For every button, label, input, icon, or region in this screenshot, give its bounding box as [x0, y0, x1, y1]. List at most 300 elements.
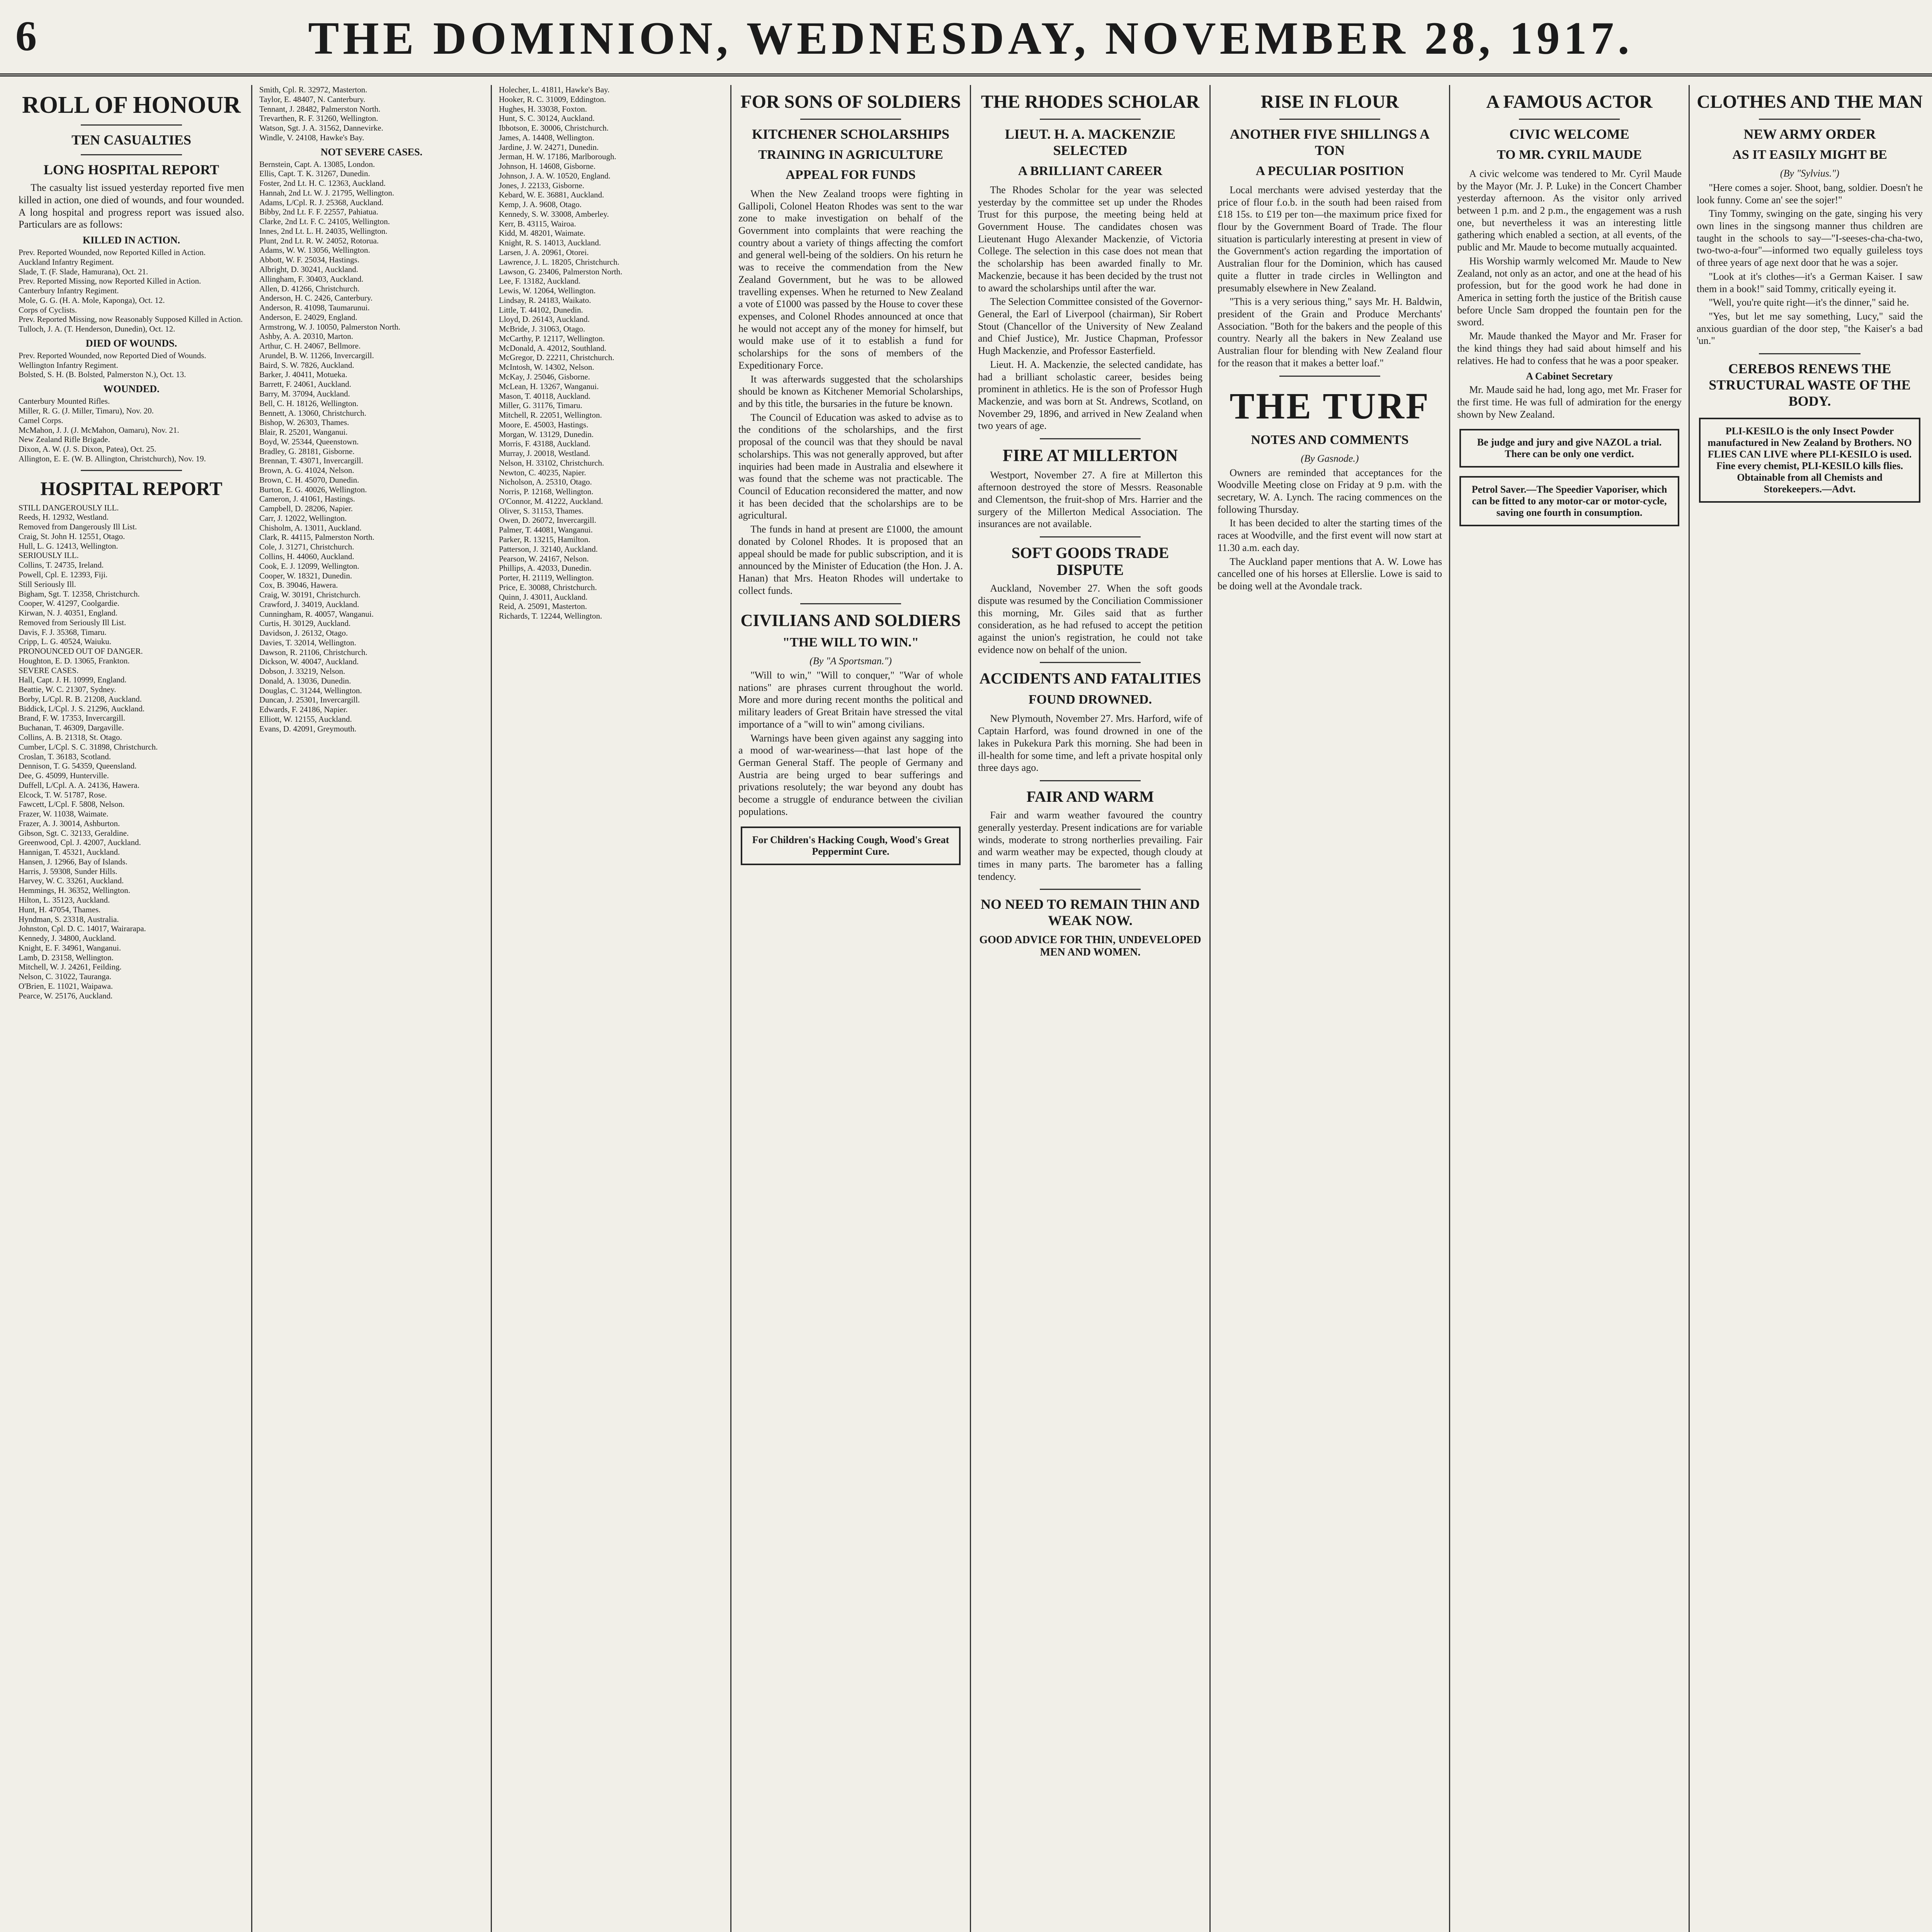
article-paragraph: "Well, you're quite right—it's the dinner," said he. [1709, 297, 1909, 308]
list-item: Collins, H. 44060, Auckland. [259, 551, 354, 561]
column-flour-turf [1209, 85, 1449, 1932]
list-item: Canterbury Infantry Regiment. [19, 286, 119, 296]
article-paragraph: Tiny Tommy, swinging on the gate, singing his very own lines in the singsong manner thus children are taught in the schools to say—"I-seeses-cha-cha-two, two-two-a-four"—informed two equally guileless toys of three years of age next door that he was a sojer. [1697, 208, 1923, 269]
page-number: 6 [15, 12, 37, 60]
civic-welcome-heading: CIVIC WELCOME [1509, 126, 1629, 142]
list-item: McCarthy, P. 12117, Wellington. [499, 333, 605, 343]
list-item: Cumber, L/Cpl. S. C. 31898, Christchurch. [19, 742, 158, 752]
list-item: Barker, J. 40411, Motueka. [259, 370, 347, 379]
list-item: Morgan, W. 13129, Dunedin. [499, 429, 594, 439]
list-item: Kerr, B. 43115, Wairoa. [499, 219, 576, 228]
divider [1279, 376, 1380, 377]
divider [1279, 119, 1380, 120]
list-item: Arundel, B. W. 11266, Invercargill. [259, 350, 374, 360]
list-item: Frazer, W. 11038, Waimate. [19, 809, 109, 819]
list-item: Jerman, H. W. 17186, Marlborough. [499, 152, 616, 162]
column-casualty-list-3 [491, 85, 730, 1932]
list-item: Dixon, A. W. (J. S. Dixon, Patea), Oct. 25. [19, 444, 156, 454]
list-item: Morris, F. 43188, Auckland. [499, 439, 590, 449]
list-item: Little, T. 44102, Dunedin. [499, 305, 583, 315]
list-item: Curtis, H. 30129, Auckland. [259, 619, 351, 628]
civilians-heading: CIVILIANS AND SOLDIERS [740, 611, 961, 630]
list-item: Watson, Sgt. J. A. 31562, Dannevirke. [259, 123, 383, 133]
list-item: Palmer, T. 44081, Wanganui. [499, 525, 593, 535]
petrol-saver-advert: Petrol Saver.—The Speedier Vaporiser, which can be fitted to any motor-car or motor-cycle, saving one fourth in consumption. [1459, 476, 1679, 526]
list-item: Borby, L/Cpl. R. B. 21208, Auckland. [19, 694, 142, 704]
list-item: Pearce, W. 25176, Auckland. [19, 991, 113, 1000]
casualty-list-3 [499, 85, 723, 621]
casualty-list-top [259, 85, 484, 143]
article-paragraph: The Rhodes Scholar for the year was selected yesterday by the committee set up under the Rhodes Trust for this purpose, the meeting being held at Government House. The candidates chosen was Lieutenant Hugo Alexander Mackenzie, of Victoria College. The selection in this case does not mean that the scholarship has been awarded finally to Mr. Mackenzie, because it has been decided by the trust not to award the scholarships until after the war. [978, 184, 1202, 294]
list-item: McGregor, D. 22211, Christchurch. [499, 353, 614, 362]
list-item: Dickson, W. 40047, Auckland. [259, 657, 359, 667]
divider [81, 124, 182, 126]
list-item: Collins, A. B. 21318, St. Otago. [19, 732, 122, 742]
wounded-heading: WOUNDED. [103, 383, 160, 395]
list-item: Ellis, Capt. T. K. 31267, Dunedin. [259, 169, 370, 179]
list-item: Still Seriously Ill. [19, 579, 76, 589]
article-paragraph: "Will to win," "Will to conquer," "War of whole nations" are phrases current throughout the world. More and more during recent months the political and military leaders of Great Britain have stressed the vital importance of a "will to win" among civilians. [738, 669, 963, 730]
list-item: Craig, W. 30191, Christchurch. [259, 590, 361, 600]
list-item: Johnston, Cpl. D. C. 14017, Wairarapa. [19, 924, 146, 934]
list-item: Craig, St. John H. 12551, Otago. [19, 531, 125, 541]
list-item: Greenwood, Cpl. J. 42007, Auckland. [19, 838, 141, 847]
list-item: Albright, D. 30241, Auckland. [259, 265, 359, 274]
peppermint-advert: For Children's Hacking Cough, Wood's Great Peppermint Cure. [741, 827, 961, 865]
list-item: Moore, E. 45003, Hastings. [499, 420, 588, 429]
byline: (By "Sylvius.") [1780, 167, 1840, 179]
article-paragraph: "This is a very serious thing," says Mr. H. Baldwin, president of the Grain and Produce Merchants' Association. "Both for the bakers and the people of this country. Nearly all the bakers in New Zealand use Australian flour for blending with New Zealand flour for the reason that it makes a better loaf." [1218, 296, 1442, 369]
article-paragraph: It has been decided to alter the starting times of the races at Woodville, and the first event will now start at 11.30 a.m. each day. [1218, 517, 1442, 553]
list-item: Fawcett, L/Cpl. F. 5808, Nelson. [19, 799, 125, 809]
list-item: Kennedy, S. W. 33008, Amberley. [499, 209, 609, 219]
divider [800, 119, 901, 120]
list-item: Nicholson, A. 25310, Otago. [499, 477, 592, 487]
list-item: Slade, T. (F. Slade, Hamurana), Oct. 21. [19, 267, 148, 276]
list-item: Removed from Seriously Ill List. [19, 617, 126, 627]
list-item: Hooker, R. C. 31009, Eddington. [499, 94, 606, 104]
list-item: Cooper, W. 18321, Dunedin. [259, 571, 352, 580]
newspaper-title: THE DOMINION, WEDNESDAY, NOVEMBER 28, 1917. [308, 12, 1633, 64]
list-item: Bennett, A. 13060, Christchurch. [259, 408, 367, 418]
thin-weak-heading: NO NEED TO REMAIN THIN AND WEAK NOW. [980, 896, 1200, 929]
hospital-report-heading: HOSPITAL REPORT [40, 477, 223, 499]
list-item: Adams, L/Cpl. R. J. 25368, Auckland. [259, 197, 384, 207]
list-item: Gibson, Sgt. C. 32133, Geraldine. [19, 828, 129, 838]
list-item: Armstrong, W. J. 10050, Palmerston North. [259, 322, 401, 332]
turf-heading: THE TURF [1230, 385, 1430, 427]
list-item: Bishop, W. 26303, Thames. [259, 418, 349, 427]
list-item: Boyd, W. 25344, Queenstown. [259, 437, 359, 446]
list-item: Buchanan, T. 46309, Dargaville. [19, 723, 124, 733]
list-item: Harvey, W. C. 33261, Auckland. [19, 876, 124, 886]
brilliant-deck: A BRILLIANT CAREER [1018, 163, 1163, 178]
divider [1040, 662, 1141, 663]
list-item: Hull, L. G. 12413, Wellington. [19, 541, 118, 551]
list-item: Davis, F. J. 35368, Timaru. [19, 627, 107, 637]
list-item: Prev. Reported Missing, now Reported Killed in Action. [19, 276, 201, 286]
divider [1040, 780, 1141, 781]
cerebos-heading: CEREBOS RENEWS THE STRUCTURAL WASTE OF THE BODY. [1709, 361, 1911, 409]
divider [1040, 119, 1141, 120]
article-paragraph: "Yes, but let me say something, Lucy," said the anxious guardian of the door step, "the Kaiser's a bad 'un." [1697, 310, 1923, 347]
will-to-win-deck: "THE WILL TO WIN." [782, 635, 919, 650]
not-severe-heading: NOT SEVERE CASES. [320, 146, 423, 158]
article-paragraph: Lieut. H. A. Mackenzie, the selected candidate, has had a brilliant scholastic career, besides being prominent in athletics. He is the son of Professor Hugh Mackenzie, and was born at St. Andrews, Scotland, on November 29, 1896, and arrived in New Zealand when two years of age. [978, 359, 1202, 432]
list-item: Barry, M. 37094, Auckland. [259, 389, 350, 398]
list-item: Newton, C. 40235, Napier. [499, 468, 586, 477]
column-casualty-list-2 [251, 85, 491, 1932]
hospital-list [19, 503, 244, 675]
article-paragraph: The Auckland paper mentions that A. W. Lowe has cancelled one of his horses at Ellerslie. Lowe is said to be doing well at the Avondale track. [1218, 556, 1442, 592]
list-item: Kemp, J. A. 9608, Otago. [499, 200, 582, 209]
list-item: Tennant, J. 28482, Palmerston North. [259, 104, 381, 114]
list-item: McDonald, A. 42012, Southland. [499, 343, 607, 353]
mackenzie-heading: LIEUT. H. A. MACKENZIE SELECTED [1005, 126, 1176, 158]
list-item: Abbott, W. F. 25034, Hastings. [259, 255, 360, 265]
list-item: Frazer, A. J. 30014, Ashburton. [19, 818, 120, 828]
actor-heading: A FAMOUS ACTOR [1486, 92, 1653, 112]
list-item: Kennedy, J. 34800, Auckland. [19, 934, 116, 943]
list-item: Lewis, W. 12064, Wellington. [499, 286, 596, 296]
ten-casualties-heading: TEN CASUALTIES [71, 132, 191, 148]
list-item: Mitchell, R. 22051, Wellington. [499, 410, 602, 420]
found-drowned-deck: FOUND DROWNED. [1028, 692, 1152, 707]
pli-kesilo-advert: PLI-KESILO is the only Insect Powder manufactured in New Zealand by Brothers. NO FLIES CAN LIVE where PLI-KESILO is used. Fine every chemist, PLI-KESILO kills flies. Obtainable from all Chemists and Storekeepers.—Advt. [1699, 418, 1920, 503]
list-item: Reid, A. 25091, Masterton. [499, 602, 587, 611]
list-item: Taylor, E. 48407, N. Canterbury. [259, 94, 366, 104]
list-item: Mitchell, W. J. 24261, Feilding. [19, 962, 122, 972]
list-item: Price, E. 30088, Christchurch. [499, 582, 597, 592]
list-item: Lawson, G. 23406, Palmerston North. [499, 267, 622, 276]
list-item: Richards, T. 12244, Wellington. [499, 611, 602, 621]
list-item: Allingham, F. 30403, Auckland. [259, 274, 364, 284]
list-item: Adams, W. W. 13056, Wellington. [259, 245, 370, 255]
article-paragraph: The funds in hand at present are £1000, the amount donated by Colonel Rhodes. It is proposed that an appeal should be made for public subscription, and it is announced by the Minister of Education (the Hon. J. A. Hanan) that Mrs. Heaton Rhodes will undertake to collect funds. [738, 524, 963, 596]
article-paragraph: Warnings have been given against any sagging into a mood of war-weariness—that last hope of the German General Staff. The people of Germany and Austria are being urged to bear sufferings and privations resolutely; the war beyond any doubt has become a struggle of endurance between the civilian populations. [738, 732, 963, 817]
training-deck: TRAINING IN AGRICULTURE [758, 147, 943, 162]
list-item: Hilton, L. 35123, Auckland. [19, 895, 110, 905]
column-rhodes-scholar [970, 85, 1209, 1932]
notes-deck: NOTES AND COMMENTS [1251, 432, 1409, 447]
weather-paragraph: Fair and warm weather favoured the country generally yesterday. Present indications are for variable winds, moderate to strong northerlies prevailing. Fair and warm weather may be expected, though cloudy at times in many parts. The barometer has a falling tendency. [978, 810, 1202, 882]
list-item: Phillips, A. 42033, Dunedin. [499, 563, 592, 573]
list-item: Holecher, L. 41811, Hawke's Bay. [499, 85, 610, 94]
list-item: Anderson, R. 41098, Taumarunui. [259, 303, 370, 313]
list-item: Anderson, H. C. 2426, Canterbury. [259, 293, 373, 303]
list-item: Hall, Capt. J. H. 10999, England. [19, 675, 127, 685]
list-item: Ashby, A. A. 20310, Marton. [259, 332, 354, 341]
list-item: Edwards, F. 24186, Napier. [259, 705, 348, 714]
list-item: SEVERE CASES. [19, 665, 79, 675]
list-item: Dennison, T. G. 54359, Queensland. [19, 761, 137, 771]
list-item: Ibbotson, E. 30006, Christchurch. [499, 123, 609, 133]
list-item: Cameron, J. 41061, Hastings. [259, 494, 355, 504]
list-item: Barrett, F. 24061, Auckland. [259, 379, 352, 389]
list-item: Oliver, S. 31153, Thames. [499, 506, 584, 515]
list-item: PRONOUNCED OUT OF DANGER. [19, 646, 143, 656]
list-item: Knight, E. F. 34961, Wanganui. [19, 943, 121, 952]
list-item: Houghton, E. D. 13065, Frankton. [19, 656, 130, 665]
list-item: Blair, R. 25201, Wanganui. [259, 427, 348, 437]
list-item: Murray, J. 20018, Westland. [499, 449, 590, 458]
list-item: Jones, J. 22133, Gisborne. [499, 180, 585, 190]
list-item: Brand, F. W. 17353, Invercargill. [19, 713, 126, 723]
list-item: Croslan, T. 36183, Scotland. [19, 752, 111, 761]
list-item: Norris, P. 12168, Wellington. [499, 487, 594, 497]
five-shillings-heading: ANOTHER FIVE SHILLINGS A TON [1230, 126, 1430, 158]
killed-list [19, 248, 244, 334]
list-item: Powell, Cpl. E. 12393, Fiji. [19, 570, 108, 579]
list-item: Biddick, L/Cpl. J. S. 21296, Auckland. [19, 704, 145, 713]
list-item: Chisholm, A. 13011, Auckland. [259, 523, 362, 532]
flour-heading: RISE IN FLOUR [1260, 92, 1399, 112]
list-item: SERIOUSLY ILL. [19, 551, 79, 560]
article-paragraph: Owners are reminded that acceptances for the Woodville Meeting close on Friday at 9 p.m. with the secretary, W. A. Lynch. The racing commences on the following Thursday. [1218, 467, 1442, 515]
list-item: Crawford, J. 34019, Auckland. [259, 599, 359, 609]
list-item: Lindsay, R. 24183, Waikato. [499, 295, 591, 305]
list-item: Beattie, W. C. 21307, Sydney. [19, 685, 116, 694]
list-item: New Zealand Rifle Brigade. [19, 435, 110, 444]
list-item: STILL DANGEROUSLY ILL. [19, 503, 119, 512]
column-famous-actor [1449, 85, 1689, 1932]
list-item: Owen, D. 26072, Invercargill. [499, 515, 597, 525]
list-item: Bell, C. H. 18126, Wellington. [259, 398, 359, 408]
list-item: Brennan, T. 43071, Invercargill. [259, 456, 363, 466]
list-item: Allen, D. 41266, Christchurch. [259, 284, 360, 293]
list-item: Mole, G. G. (H. A. Mole, Kaponga), Oct. 12. [19, 295, 165, 305]
list-item: Wellington Infantry Regiment. [19, 360, 118, 370]
article-paragraph: His Worship warmly welcomed Mr. Maude to New Zealand, not only as an actor, and one at the head of his profession, but for the good work he had done in America in setting forth the justice of the British cause before Uncle Sam dropped the fountain pen for the sword. [1457, 255, 1682, 328]
article-paragraph: A civic welcome was tendered to Mr. Cyril Maude by the Mayor (Mr. J. P. Luke) in the Concert Chamber yesterday afternoon. As the visitor only arrived between 1 p.m. and 2 p.m., the engagement was a rush one, but nevertheless it was an interesting little gathering which enabled a section, at all events, of the public and Mr. Maude to become mutually acquainted. [1457, 168, 1682, 253]
list-item: Hyndman, S. 23318, Australia. [19, 914, 119, 924]
list-item: Patterson, J. 32140, Auckland. [499, 544, 598, 554]
list-item: Davies, T. 32014, Wellington. [259, 638, 356, 647]
divider [1040, 536, 1141, 537]
divider [800, 603, 901, 604]
article-paragraph: "Here comes a sojer. Shoot, bang, soldier. Doesn't he look funny. Come an' see the sojer!" [1697, 182, 1923, 206]
list-item: Bernstein, Capt. A. 13085, London. [259, 159, 375, 169]
column-clothes-and-man [1689, 85, 1930, 1932]
list-item: McMahon, J. J. (J. McMahon, Oamaru), Nov. 21. [19, 425, 179, 435]
list-item: McBride, J. 31063, Otago. [499, 324, 585, 334]
list-item: Arthur, C. H. 24067, Bellmore. [259, 341, 361, 351]
list-item: Hunt, S. C. 30124, Auckland. [499, 114, 595, 123]
list-item: Donald, A. 13036, Dunedin. [259, 676, 351, 685]
list-item: Dobson, J. 33219, Nelson. [259, 667, 345, 676]
list-item: Duncan, J. 25301, Invercargill. [259, 695, 360, 705]
list-item: Kirwan, N. J. 40351, England. [19, 608, 118, 618]
list-item: Windle, V. 24108, Hawke's Bay. [259, 133, 364, 142]
list-item: Parker, R. 13215, Hamilton. [499, 534, 590, 544]
article-paragraph: It was afterwards suggested that the scholarships should be known as Kitchener Memorial Scholarships, and by this title, the bursaries in the future be known. [738, 373, 963, 410]
list-item: Collins, T. 24735, Ireland. [19, 560, 104, 570]
list-item: Miller, G. 31176, Timaru. [499, 401, 582, 410]
list-item: Dawson, R. 21106, Christchurch. [259, 647, 367, 657]
list-item: Smith, Cpl. R. 32972, Masterton. [259, 85, 367, 94]
weather-heading: FAIR AND WARM [1026, 788, 1154, 806]
list-item: Plunt, 2nd Lt. R. W. 24052, Rotorua. [259, 236, 379, 245]
list-item: Hansen, J. 12966, Bay of Islands. [19, 857, 128, 866]
thin-weak-deck: GOOD ADVICE FOR THIN, UNDEVELOPED MEN AND WOMEN. [979, 934, 1201, 959]
article-paragraph: The Council of Education was asked to advise as to the conditions of the scholarships, and the first proposal of the council was that they should be naval scholarships. This was not generally approved, but after inquiries had been made in Australia and elsewhere it was found that the scheme was not practicable. The Council of Education reconsidered the matter, and now it has been decided that the scholarships are to be agricultural. [738, 412, 963, 521]
list-item: Mason, T. 40118, Auckland. [499, 391, 591, 401]
list-item: Clarke, 2nd Lt. F. C. 24105, Wellington. [259, 217, 390, 226]
fire-paragraph: Westport, November 27. A fire at Millerton this afternoon destroyed the store of Messrs. Reasonable and Clementson, the fruit-shop of Mrs. Harrier and the surgery of the Millerton Medical Association. The insurances are not available. [978, 469, 1202, 530]
list-item: Lamb, D. 23158, Wellington. [19, 952, 114, 962]
list-item: Carr, J. 12022, Wellington. [259, 513, 347, 523]
list-item: Jardine, J. W. 24271, Dunedin. [499, 142, 599, 152]
masthead [0, 0, 1932, 77]
list-item: Lawrence, J. L. 18205, Christchurch. [499, 257, 619, 267]
list-item: Evans, D. 42091, Greymouth. [259, 724, 357, 733]
roll-intro: The casualty list issued yesterday reported five men killed in action, one died of wounds, and four wounded. A long hospital and progress report was issued also. Particulars are as follows: [19, 182, 244, 230]
fire-heading: FIRE AT MILLERTON [1002, 446, 1178, 465]
list-item: Removed from Dangerously Ill List. [19, 522, 137, 532]
dispute-heading: SOFT GOODS TRADE DISPUTE [1011, 544, 1169, 579]
list-item: Davidson, J. 26132, Otago. [259, 628, 348, 638]
list-item: Camel Corps. [19, 415, 63, 425]
list-item: Hunt, H. 47054, Thames. [19, 905, 101, 914]
easily-deck: AS IT EASILY MIGHT BE [1732, 147, 1887, 162]
nazol-advert: Be judge and jury and give NAZOL a trial. There can be only one verdict. [1459, 429, 1679, 468]
peculiar-deck: A PECULIAR POSITION [1255, 163, 1404, 178]
divider [81, 470, 182, 471]
divider [1759, 119, 1861, 120]
list-item: Reeds, H. 12932, Westland. [19, 512, 109, 522]
list-item: Anderson, E. 24029, England. [259, 312, 357, 322]
list-item: Dee, G. 45099, Hunterville. [19, 771, 109, 781]
list-item: Prev. Reported Missing, now Reasonably Supposed Killed in Action. [19, 315, 243, 324]
list-item: Baird, S. W. 7826, Auckland. [259, 360, 354, 370]
list-item: Nelson, C. 31022, Tauranga. [19, 972, 112, 981]
list-item: Bibby, 2nd Lt. F. F. 22557, Pahiatua. [259, 207, 378, 217]
list-item: Cook, E. J. 12099, Wellington. [259, 561, 359, 571]
not-severe-list [259, 160, 484, 734]
byline: (By Gasnode.) [1301, 452, 1359, 464]
divider [1519, 119, 1620, 120]
appeal-deck: APPEAL FOR FUNDS [786, 167, 916, 182]
list-item: Burton, E. G. 40026, Wellington. [259, 485, 367, 494]
list-item: Auckland Infantry Regiment. [19, 257, 114, 267]
column-roll-of-honour [12, 85, 251, 1932]
army-order-heading: NEW ARMY ORDER [1743, 126, 1876, 142]
byline: (By "A Sportsman.") [810, 655, 892, 667]
list-item: Bradley, G. 28181, Gisborne. [259, 446, 355, 456]
list-item: Quinn, J. 43011, Auckland. [499, 592, 588, 602]
list-item: Harris, J. 59308, Sunder Hills. [19, 866, 117, 876]
list-item: Pearson, W. 24167, Nelson. [499, 554, 589, 563]
list-item: Bigham, Sgt. T. 12358, Christchurch. [19, 589, 140, 599]
rhodes-heading: THE RHODES SCHOLAR [981, 92, 1200, 112]
list-item: Duffell, L/Cpl. A. A. 24136, Hawera. [19, 780, 139, 790]
list-item: Prev. Reported Wounded, now Reported Killed in Action. [19, 248, 206, 257]
list-item: Brown, A. G. 41024, Nelson. [259, 466, 354, 475]
list-item: Kebard, W. E. 36881, Auckland. [499, 190, 604, 200]
article-paragraph: Local merchants were advised yesterday that the price of flour f.o.b. in the south had been raised from £18 15s. to £19 per ton—the maximum price fixed for flour by the Government Board of Trade. The flour situation is particularly interesting at present in view of the Government's action regarding the importation of Australian flour for the Dominion, which has caused quite a flutter in trade circles in Wellington and presumably elsewhere in New Zealand. [1218, 184, 1442, 294]
divider [1040, 438, 1141, 439]
divider [1759, 353, 1861, 354]
list-item: Porter, H. 21119, Wellington. [499, 573, 594, 583]
cabinet-heading: A Cabinet Secretary [1526, 371, 1613, 382]
list-item: Johnson, H. 14608, Gisborne. [499, 162, 596, 171]
list-item: Johnson, J. A. W. 10520, England. [499, 171, 611, 180]
article-paragraph: Mr. Maude said he had, long ago, met Mr. Fraser for the first time. He was full of admiration for the energy shown by New Zealand. [1457, 384, 1682, 420]
list-item: Allington, E. E. (W. B. Allington, Christchurch), Nov. 19. [19, 454, 206, 463]
list-item: Prev. Reported Wounded, now Reported Died of Wounds. [19, 350, 206, 360]
wounded-list [19, 396, 244, 463]
list-item: Hughes, H. 33038, Foxton. [499, 104, 587, 114]
list-item: Lee, F. 13182, Auckland. [499, 276, 581, 286]
list-item: Tulloch, J. A. (T. Henderson, Dunedin), Oct. 12. [19, 324, 175, 334]
clothes-heading: CLOTHES AND THE MAN [1697, 92, 1923, 112]
list-item: McLean, H. 13267, Wanganui. [499, 381, 599, 391]
list-item: Nelson, H. 33102, Christchurch. [499, 458, 604, 468]
article-paragraph: When the New Zealand troops were fighting in Gallipoli, Colonel Heaton Rhodes was sent to the war zone to make investigation on behalf of the Government into complaints that were reaching the country about a variety of things affecting the comfort and general well-being of the soldiers. On his return he was to receive the commendation from the New Zealand Government, but he was to be allowed travelling expenses. When he returned to New Zealand a vote of £1000 was passed by the House to cover these expenses, and Colonel Rhodes announced at once that he would not accept any of the money for himself, but would make use of it to establish a fund for scholarships for the sons of members of the Expeditionary Force. [738, 188, 963, 371]
list-item: Lloyd, D. 26143, Auckland. [499, 315, 590, 324]
list-item: Cole, J. 31271, Christchurch. [259, 542, 354, 552]
list-item: Trevarthen, R. F. 31260, Wellington. [259, 114, 378, 123]
list-item: Hannigan, T. 45321, Auckland. [19, 847, 120, 857]
column-sons-of-soldiers [730, 85, 970, 1932]
divider [1040, 889, 1141, 890]
list-item: James, A. 14408, Wellington. [499, 133, 594, 142]
accident-paragraph: New Plymouth, November 27. Mrs. Harford, wife of Captain Harford, was found drowned in one of the lakes in Pukekura Park this morning. She had been in ill-health for some time, and left a private hospital only three days ago. [978, 713, 1202, 774]
list-item: Campbell, D. 28206, Napier. [259, 504, 353, 514]
killed-heading: KILLED IN ACTION. [82, 235, 180, 246]
sons-of-soldiers-heading: FOR SONS OF SOLDIERS [740, 92, 961, 112]
list-item: Kidd, M. 48201, Waimate. [499, 228, 585, 238]
list-item: O'Connor, M. 41222, Auckland. [499, 496, 603, 506]
severe-cases-list [19, 675, 244, 1000]
article-paragraph: Mr. Maude thanked the Mayor and Mr. Fraser for the kind things they had said about himself and his relatives. He had to confess that he was a poor speaker. [1457, 330, 1682, 366]
dispute-paragraph: Auckland, November 27. When the soft goods dispute was resumed by the Conciliation Commissioner this morning, Mr. Giles said that as further consideration, as he had refused to accept the petition against the union's registration, he could not take evidence now on behalf of the union. [978, 583, 1202, 655]
list-item: Miller, R. G. (J. Miller, Timaru), Nov. 20. [19, 406, 154, 416]
died-list [19, 351, 244, 379]
list-item: Canterbury Mounted Rifles. [19, 396, 110, 406]
list-item: Hannah, 2nd Lt. W. J. 21795, Wellington. [259, 188, 395, 197]
list-item: Brown, C. H. 45070, Dunedin. [259, 475, 359, 485]
list-item: Cripp, L. G. 40524, Waiuku. [19, 637, 111, 646]
article-paragraph: "Look at it's clothes—it's a German Kaiser. I saw them in a book!" said Tommy, critically eyeing it. [1697, 270, 1923, 294]
roll-of-honour-heading: ROLL OF HONOUR [22, 92, 241, 118]
list-item: Larsen, J. A. 20961, Otorei. [499, 248, 589, 257]
list-item: Cooper, W. 41297, Coolgardie. [19, 599, 120, 608]
list-item: Elliott, W. 12155, Auckland. [259, 714, 352, 724]
list-item: Knight, R. S. 14013, Auckland. [499, 238, 601, 248]
list-item: Clark, R. 44115, Palmerston North. [259, 532, 374, 542]
list-item: Innes, 2nd Lt. L. H. 24035, Wellington. [259, 226, 388, 236]
columns [12, 85, 1930, 1932]
list-item: McIntosh, W. 14302, Nelson. [499, 362, 594, 372]
kitchener-heading: KITCHENER SCHOLARSHIPS [752, 126, 950, 142]
list-item: Corps of Cyclists. [19, 305, 77, 315]
article-paragraph: The Selection Committee consisted of the Governor-General, the Earl of Liverpool (chairman), Sir Robert Stout (Chancellor of the University of New Zealand and Chief Justice), Mr. Justice Chapman, Professor Hugh Mackenzie, and Professor Easterfield. [978, 296, 1202, 357]
long-hospital-report-heading: LONG HOSPITAL REPORT [43, 162, 219, 178]
divider [81, 154, 182, 155]
list-item: Bolsted, S. H. (B. Bolsted, Palmerston N.), Oct. 13. [19, 370, 186, 379]
accidents-heading: ACCIDENTS AND FATALITIES [979, 670, 1201, 687]
died-of-wounds-heading: DIED OF WOUNDS. [85, 337, 177, 349]
list-item: Douglas, C. 31244, Wellington. [259, 685, 362, 695]
list-item: Cox, B. 39046, Hawera. [259, 580, 338, 590]
list-item: Hemmings, H. 36352, Wellington. [19, 886, 130, 895]
list-item: Foster, 2nd Lt. H. C. 12363, Auckland. [259, 179, 386, 188]
list-item: McKay, J. 25046, Gisborne. [499, 372, 590, 381]
maude-deck: TO MR. CYRIL MAUDE [1497, 147, 1642, 162]
list-item: O'Brien, E. 11021, Waipawa. [19, 981, 113, 991]
list-item: Elcock, T. W. 51787, Rose. [19, 790, 107, 799]
